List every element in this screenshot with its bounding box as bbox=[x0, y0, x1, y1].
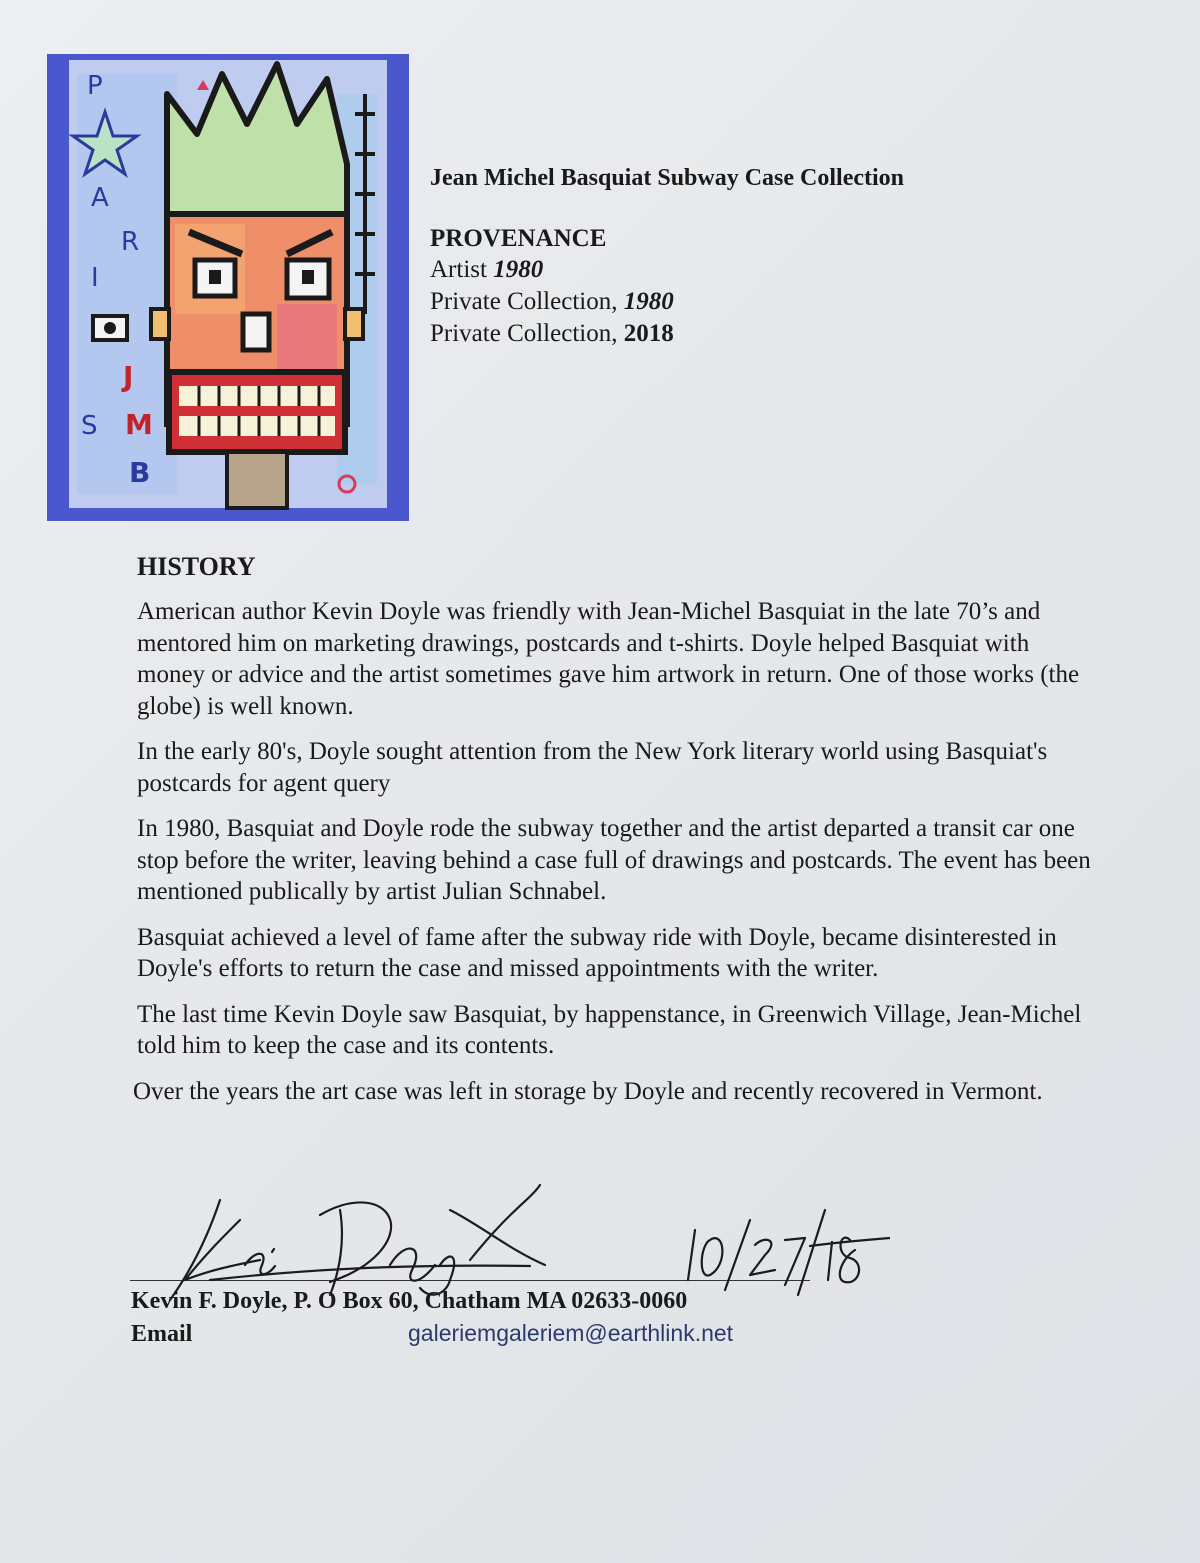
artwork-image bbox=[47, 54, 409, 521]
history-paragraph: Basquiat achieved a level of fame after the subway ride with Doyle, became disinterested in Doyle's efforts to return the case and missed appointments with the writer. bbox=[137, 923, 1057, 982]
email-address[interactable]: galeriemgaleriem@earthlink.net bbox=[408, 1320, 734, 1346]
contact-address: Kevin F. Doyle, P. O Box 60, Chatham MA 02633-0060 bbox=[131, 1288, 688, 1314]
artwork-letter-m: M bbox=[125, 408, 153, 441]
collection-title: Jean Michel Basquiat Subway Case Collection bbox=[430, 165, 905, 191]
history-heading: HISTORY bbox=[137, 552, 256, 581]
history-paragraph: In 1980, Basquiat and Doyle rode the subway together and the artist departed a transit car one stop before the writer, leaving behind a case full of drawings and postcards. The event has been mentioned publically by artist Julian Schnabel. bbox=[137, 815, 1091, 905]
artwork-letter-a: A bbox=[91, 183, 109, 213]
history-paragraph: American author Kevin Doyle was friendly with Jean-Michel Basquiat in the late 70’s and mentored him on marketing drawings, postcards and t-shirts. Doyle helped Basquiat with money or advice and the artist sometimes gave him artwork in return. One of those works (the globe) is well known. bbox=[137, 598, 1080, 720]
provenance-entry bbox=[430, 254, 1130, 286]
artwork-letter-b: B bbox=[129, 456, 151, 489]
provenance-label: Artist bbox=[430, 256, 494, 283]
header-block bbox=[430, 163, 1130, 350]
provenance-year: 1980 bbox=[493, 256, 544, 283]
history-paragraph: In the early 80's, Doyle sought attention from the New York literary world using Basquiat's postcards for agent query bbox=[137, 738, 1048, 797]
history-paragraph: Over the years the art case was left in storage by Doyle and recently recovered in Vermont. bbox=[133, 1077, 1043, 1105]
artwork-letter-r: R bbox=[121, 227, 140, 257]
artwork-letter-i: I bbox=[91, 263, 99, 293]
provenance-year: 2018 bbox=[623, 320, 674, 347]
history-section bbox=[131, 552, 1091, 1121]
provenance-label: Private Collection, bbox=[430, 288, 624, 315]
artwork-letter-s: S bbox=[81, 411, 98, 441]
provenance-year: 1980 bbox=[623, 288, 674, 315]
email-label: Email bbox=[131, 1321, 193, 1347]
provenance-label: Private Collection, bbox=[430, 320, 624, 347]
provenance-entry bbox=[430, 286, 1130, 318]
artwork-letter-j: J bbox=[123, 360, 134, 393]
provenance-entry bbox=[430, 318, 1130, 350]
history-paragraph: The last time Kevin Doyle saw Basquiat, by happenstance, in Greenwich Village, Jean-Michel told him to keep the case and its contents. bbox=[137, 1000, 1082, 1059]
provenance-heading: PROVENANCE bbox=[430, 225, 607, 252]
artwork-letter-p: P bbox=[87, 71, 103, 101]
